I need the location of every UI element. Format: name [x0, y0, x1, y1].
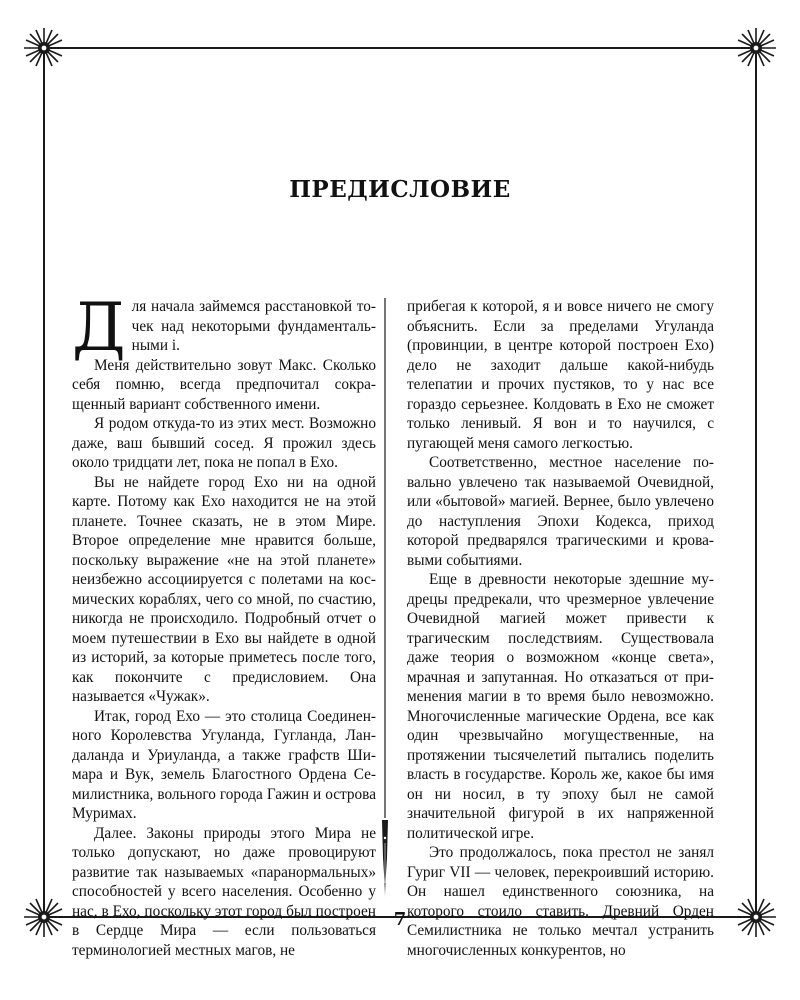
paragraph-text: ля начала займемся расстановкой точек над некоторыми фундаментальными i. [131, 298, 376, 354]
drop-cap: Д [72, 289, 126, 366]
frame-top-border [44, 47, 756, 49]
corner-ornament-top-left [22, 26, 66, 70]
paragraph: Я родом откуда-то из этих мест. Возможно даже, ваш бывший сосед. Я прожил здесь около тридцати лет, пока не попал в Ехо. [72, 415, 376, 471]
page-title: ПРЕДИСЛОВИЕ [289, 176, 511, 203]
paragraph [72, 289, 376, 366]
paragraph: Еще в древности некоторые здешние мудрецы предрекали, что чрезмерное увлечение Очевидной магией может привести к трагическим последствиям. Существовала даже теория о возможном «конце света», мрачная и запутанная. Но отказаться от применения магии в то время было невозможно. Многочисленные магические Ордена, все как один чрезвычайно могущественные, на протяжении тысячелетий пытались поделить власть в государстве. Король же, какое бы имя он ни носил, в ту эпоху был не самой значительной фигурой в их напряженной политической игре. [407, 571, 714, 842]
column-divider-pen-ornament [381, 298, 389, 900]
paragraph: Вы не найдете город Ехо ни на одной карте. Потому как Ехо находится не на этой планете. Точнее сказать, не в этом Мире. Второе определение мне нравится больше, поскольку выражение «не на этой планете» неизбежно ассоциируется с полетами на космических кораблях, чего со мной, по счастию, никогда не происходило. Подробный отчет о моем путешествии в Ехо вы найдете в одной из историй, за которые приметесь после того, как покончите с предисловием. Она называется «Чужак». [72, 473, 376, 705]
paragraph: Это продолжалось, пока престол не занял Гуриг VII — человек, перекроивший историю. Он нашел единственного союзника, на которого стоило ставить. Древний Орден Семилистника не только мечтал устранить многочисленных конкурентов, но [407, 844, 714, 959]
text-column-left [72, 289, 376, 960]
paragraph: Далее. Законы природы этого Мира не только допускают, но даже провоцируют развитие так называемых «паранормальных» способностей у всего населения. Особенно у нас, в Ехо, поскольку этот город был построен в Сердце Мира — если пользоваться терминологией местных магов, не [72, 824, 376, 959]
paragraph: прибегая к которой, я и вовсе ничего не смогу объяснить. Если за пределами Угуланда (провинции, в центре которой построен Ехо) дело не заходит дальше какой-нибудь телепатии и прочих пустяков, то у нас все гораздо серьезнее. Колдовать в Ехо не сможет только ленивый. Я вон и то научился, с пугающей меня самого легкостью. [407, 298, 714, 452]
paragraph: Итак, город Ехо — это столица Соединенного Королевства Угуланда, Гугланда, Ландаланда и Уриуланда, а также графств Шимара и Вук, земель Благостного Ордена Семилистника, вольного города Гажин и острова Муримах. [72, 707, 376, 822]
corner-ornament-top-right [734, 26, 778, 70]
paragraph: Меня действительно зовут Макс. Сколько себя помню, всегда предпочитал сокращенный вариант собственного имени. [72, 356, 376, 413]
paragraph: Соответственно, местное население повально увлечено так называемой Очевидной, или «бытовой» магией. Вернее, было увлечено до наступления Эпохи Кодекса, приход которой предварялся трагическими и кровавыми событиями. [407, 454, 714, 569]
text-column-right [407, 297, 714, 960]
page-number: 7 [393, 909, 407, 930]
